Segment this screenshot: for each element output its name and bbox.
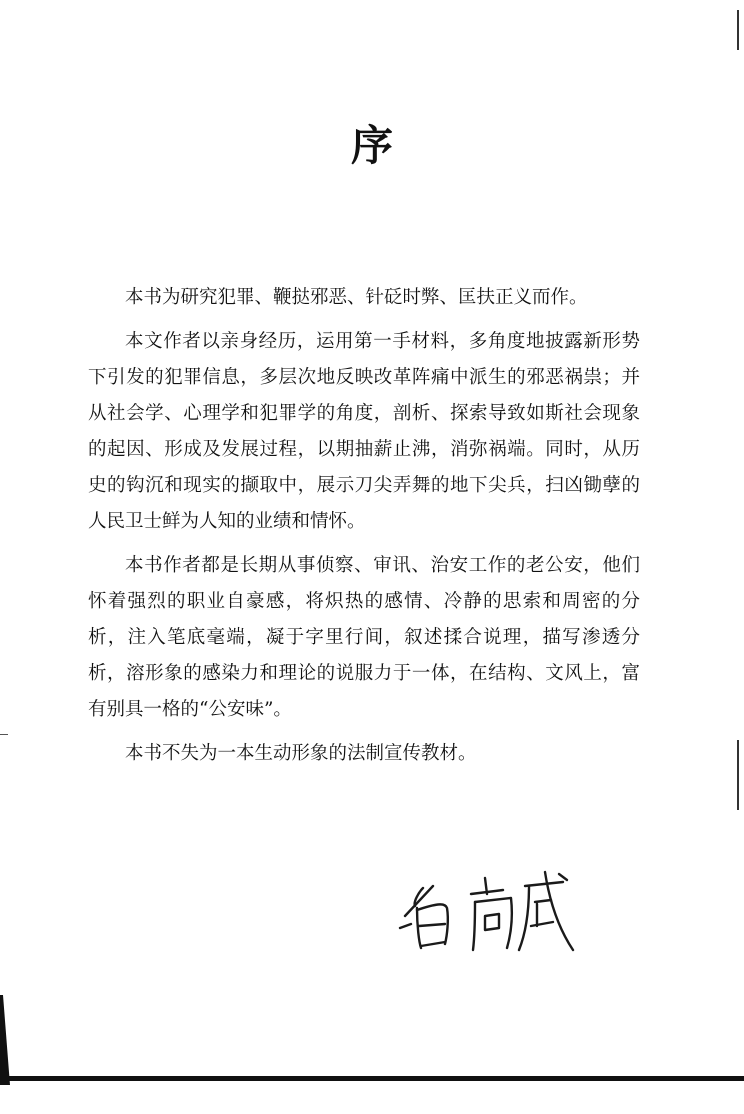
paragraph-4: 本书不失为一本生动形象的法制宣传教材。 [125, 743, 477, 764]
paragraph-3: 本书作者都是长期从事侦察、审讯、治安工作的老公安，他们怀着强烈的职业自豪感，将炽热的感情、冷静的思索和周密的分析，注入笔底毫端，凝于字里行间，叙述揉合说理，描写渗透分析，溶形象的感染力和理论的说服力于一体，在结构、文风上，富有别具一格的“公安味”。 [88, 555, 640, 720]
handwritten-signature [395, 868, 585, 958]
scan-mark-right-middle [737, 740, 739, 810]
page-title: 序 [350, 121, 393, 170]
scan-mark-right-top [737, 10, 739, 50]
paragraph-2: 本文作者以亲身经历，运用第一手材料，多角度地披露新形势下引发的犯罪信息，多层次地反映改革阵痛中派生的邪恶祸祟；并从社会学、心理学和犯罪学的角度，剖析、探索导致如斯社会现象的起因、形成及发展过程，以期抽薪止沸，消弥祸端。同时，从历史的钩沉和现实的撷取中，展示刀尖弄舞的地下尖兵，扫凶锄孽的人民卫士鲜为人知的业绩和情怀。 [88, 331, 640, 532]
scan-mark-left [0, 734, 8, 735]
paragraph-1: 本书为研究犯罪、鞭挞邪恶、针砭时弊、匡扶正义而作。 [125, 287, 588, 308]
scan-border-left [0, 995, 10, 1085]
scan-border-bottom [0, 1076, 744, 1081]
preface-body [88, 280, 640, 780]
